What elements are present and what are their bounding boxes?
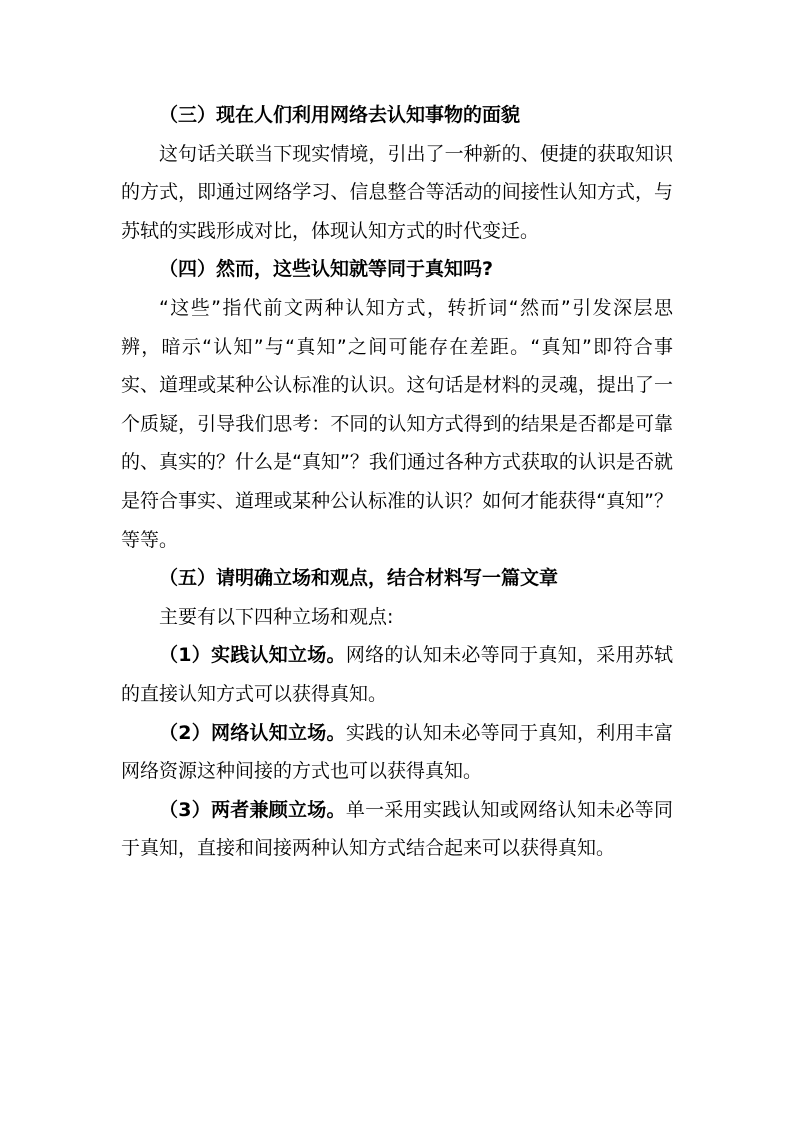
body-paragraph: “这些”指代前文两种认知方式，转折词“然而”引发深层思辨，暗示“认知”与“真知”之间可能存在差距。“真知”即符合事实、道理或某种公认标准的认识。这句话是材料的灵魂，提出了一个质疑，引导我们思考：不同的认知方式得到的结果是否都是可靠的、真实的？什么是“真知”？我们通过各种方式获取的认识是否就是符合事实、道理或某种公认标准的认识？如何才能获得“真知”？等等。 xyxy=(121,296,673,551)
stance-point-1 xyxy=(121,636,673,713)
stance-point-2 xyxy=(121,714,673,791)
stance-point-3 xyxy=(121,791,673,868)
body-paragraph: 主要有以下四种立场和观点: xyxy=(159,605,394,628)
stance-point-lead: （2）网络认知立场。 xyxy=(159,721,346,744)
section-heading-5: （五）请明确立场和观点，结合材料写一篇文章 xyxy=(159,567,559,590)
body-paragraph: 这句话关联当下现实情境，引出了一种新的、便捷的获取知识的方式，即通过网络学习、信息整合等活动的间接性认知方式，与苏轼的实践形成对比，体现认知方式的时代变迁。 xyxy=(121,142,673,242)
stance-point-text: 实践的认知未必等同于真知，利用丰富网络资源这种间接的方式也可以获得真知。 xyxy=(121,721,673,783)
section-heading-3: （三）现在人们利用网络去认知事物的面貌 xyxy=(159,104,521,126)
stance-point-lead: （3）两者兼顾立场。 xyxy=(159,798,346,821)
document-body xyxy=(121,96,673,868)
stance-point-lead: （1）实践认知立场。 xyxy=(159,644,346,667)
stance-point-text: 网络的认知未必等同于真知，采用苏轼的直接认知方式可以获得真知。 xyxy=(121,644,673,705)
stance-point-text: 单一采用实践认知或网络认知未必等同于真知，直接和间接两种认知方式结合起来可以获得真知。 xyxy=(121,798,673,860)
section-heading-4: （四）然而，这些认知就等同于真知吗? xyxy=(159,258,494,281)
